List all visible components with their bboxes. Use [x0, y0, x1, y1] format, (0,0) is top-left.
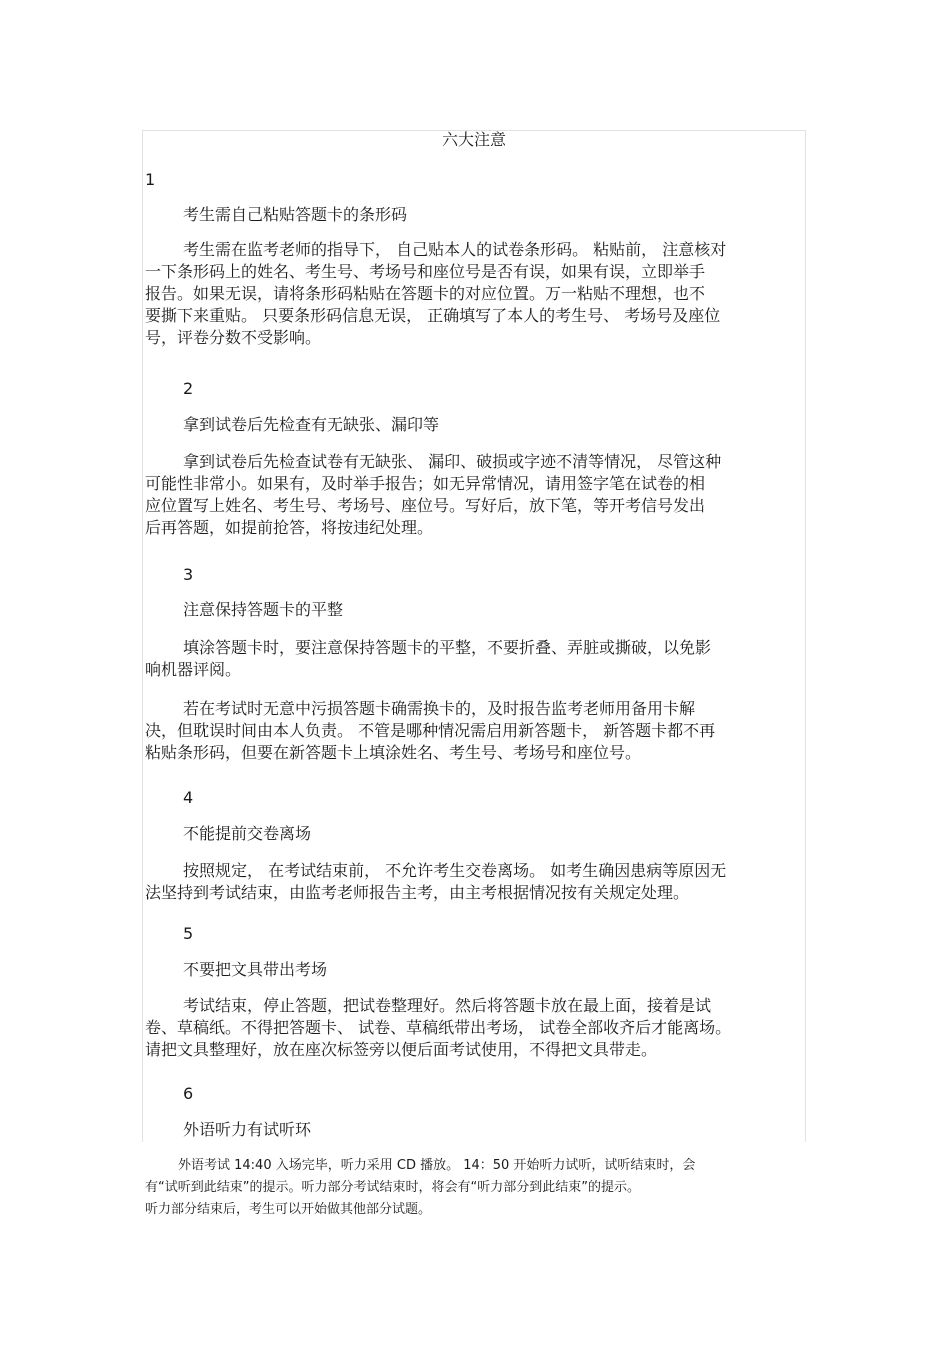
paragraph-line: 有“试听到此结束”的提示。听力部分考试结束时，将会有“听力部分到此结束”的提示。	[145, 1180, 640, 1195]
paragraph-line: 外语考试 14:40 入场完毕，听力采用 CD 播放。 14：50 开始听力试听，试听结束时，会	[178, 1158, 696, 1173]
paragraph-line: 听力部分结束后，考生可以开始做其他部分试题。	[145, 1202, 432, 1217]
document-title: 六大注意	[441, 130, 506, 149]
paragraph-line: 拿到试卷后先检查试卷有无缺张、 漏印、破损或字迹不清等情况， 尽管这种	[183, 452, 722, 471]
section-heading: 外语听力有试听环	[183, 1120, 312, 1139]
paragraph-line: 决，但耽误时间由本人负责。 不管是哪种情况需启用新答题卡， 新答题卡都不再	[145, 721, 716, 740]
section-number: 2	[183, 379, 194, 398]
tail-paragraph	[145, 1155, 805, 1221]
section-number: 4	[183, 788, 194, 807]
paragraph-line: 号，评卷分数不受影响。	[145, 328, 322, 347]
paragraph-line: 若在考试时无意中污损答题卡确需换卡的，及时报告监考老师用备用卡解	[183, 699, 696, 718]
section-number: 5	[183, 924, 194, 943]
paragraph	[145, 239, 805, 349]
paragraph	[145, 637, 805, 681]
paragraph	[145, 995, 805, 1061]
section-heading: 不能提前交卷离场	[183, 824, 312, 843]
paragraph-line: 可能性非常小。如果有，及时举手报告；如无异常情况，请用签字笔在试卷的相	[145, 474, 706, 493]
section-heading: 考生需自己粘贴答题卡的条形码	[183, 205, 408, 224]
paragraph	[145, 451, 805, 539]
paragraph-line: 法坚持到考试结束，由监考老师报告主考，由主考根据情况按有关规定处理。	[145, 883, 690, 902]
section-number: 1	[145, 170, 156, 189]
paragraph-line: 考试结束，停止答题，把试卷整理好。然后将答题卡放在最上面，接着是试	[183, 996, 712, 1015]
section-number: 3	[183, 565, 194, 584]
paragraph-line: 一下条形码上的姓名、考生号、考场号和座位号是否有误，如果有误，立即举手	[145, 262, 706, 281]
paragraph-line: 请把文具整理好，放在座次标签旁以便后面考试使用，不得把文具带走。	[145, 1040, 658, 1059]
paragraph-line: 填涂答题卡时，要注意保持答题卡的平整，不要折叠、弄脏或撕破，以免影	[183, 638, 712, 657]
section-heading: 不要把文具带出考场	[183, 960, 328, 979]
paragraph-line: 报告。如果无误，请将条形码粘贴在答题卡的对应位置。万一粘贴不理想，也不	[145, 284, 706, 303]
paragraph-line: 按照规定， 在考试结束前， 不允许考生交卷离场。 如考生确因患病等原因无	[183, 861, 727, 880]
paragraph-line: 后再答题，如提前抢答，将按违纪处理。	[145, 518, 434, 537]
paragraph	[145, 860, 805, 904]
paragraph-line: 考生需在监考老师的指导下， 自己贴本人的试卷条形码。 粘贴前， 注意核对	[183, 240, 727, 259]
paragraph-line: 响机器评阅。	[145, 660, 242, 679]
paragraph-line: 要撕下来重贴。 只要条形码信息无误， 正确填写了本人的考生号、 考场号及座位	[145, 306, 721, 325]
section-heading: 拿到试卷后先检查有无缺张、漏印等	[183, 415, 440, 434]
section-heading: 注意保持答题卡的平整	[183, 600, 344, 619]
paragraph-line: 卷、草稿纸。不得把答题卡、 试卷、草稿纸带出考场， 试卷全部收齐后才能离场。	[145, 1018, 732, 1037]
paragraph	[145, 698, 805, 764]
section-number: 6	[183, 1084, 194, 1103]
paragraph-line: 粘贴条形码，但要在新答题卡上填涂姓名、考生号、考场号和座位号。	[145, 743, 642, 762]
paragraph-line: 应位置写上姓名、考生号、考场号、座位号。写好后，放下笔，等开考信号发出	[145, 496, 706, 515]
